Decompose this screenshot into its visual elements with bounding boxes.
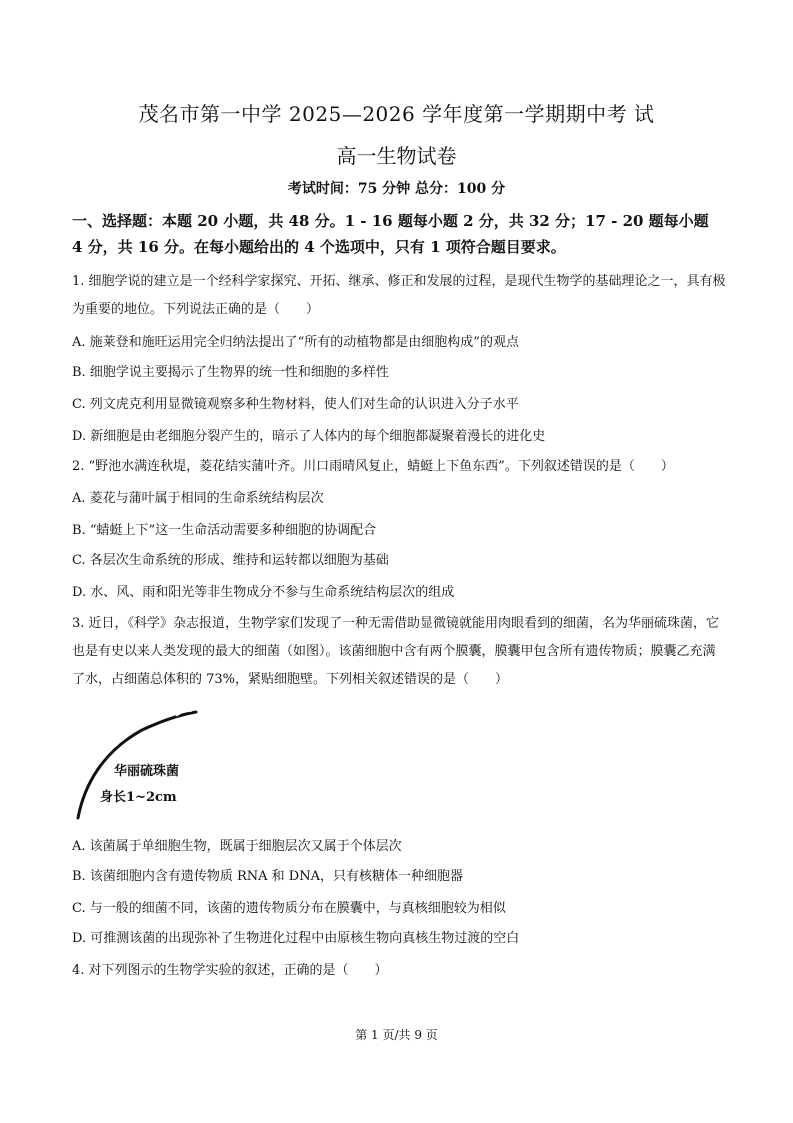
question-1-option-d: D. 新细胞是由老细胞分裂产生的，暗示了人体内的每个细胞都凝聚着漫长的进化史 — [72, 429, 546, 444]
bacterium-name-label: 华丽硫珠菌 — [114, 764, 180, 779]
question-3-option-a: A. 该菌属于单细胞生物，既属于细胞层次又属于个体层次 — [72, 839, 402, 854]
bacterium-size-label: 身长1~2cm — [100, 790, 177, 805]
question-3-option-b: B. 该菌细胞内含有遗传物质 RNA 和 DNA，只有核糖体一种细胞器 — [72, 869, 463, 884]
question-2-option-d: D. 水、风、雨和阳光等非生物成分不参与生命系统结构层次的组成 — [72, 585, 455, 600]
question-4-stem: 4. 对下列图示的生物学实验的叙述，正确的是（ ） — [72, 963, 388, 978]
question-1-option-a: A. 施莱登和施旺运用完全归纳法提出了“所有的动植物都是由细胞构成”的观点 — [72, 335, 519, 350]
question-2-option-a: A. 菱花与蒲叶属于相同的生命系统结构层次 — [72, 491, 324, 506]
question-1-option-b: B. 细胞学说主要揭示了生物界的统一性和细胞的多样性 — [72, 365, 389, 380]
exam-title: 茂名市第一中学 2025—2026 学年度第一学期期中考 试 — [138, 102, 655, 126]
section-heading: 一、选择题：本题 20 小题，共 48 分。1 - 16 题每小题 2 分，共 32 分；17 - 20 题每小题 4 分，共 16 分。在每小题给出的 4 个选项中，只有 1 项符合题目要求。 — [72, 212, 709, 256]
page-number: 第 1 页/共 9 页 — [355, 1028, 438, 1042]
question-2-option-c: C. 各层次生命系统的形成、维持和运转都以细胞为基础 — [72, 553, 389, 568]
question-3-stem: 3. 近日，《科学》杂志报道，生物学家们发现了一种无需借助显微镜就能用肉眼看到的细菌，名为华丽硫珠菌，它也是有史以来人类发现的最大的细菌（如图）。该菌细胞中含有两个膜囊，膜囊甲包含所有遗传物质；膜囊乙充满了水，占细菌总体积的 73%，紧贴细胞壁。下列相关叙述错误的是（ ） — [72, 616, 720, 687]
question-1-option-c: C. 列文虎克利用显微镜观察多种生物材料，使人们对生命的认识进入分子水平 — [72, 397, 519, 412]
exam-info: 考试时间：75 分钟 总分：100 分 — [287, 181, 506, 197]
question-2-stem: 2. “野池水满连秋堤，菱花结实蒲叶齐。川口雨晴风复止，蜻蜓上下鱼东西”。下列叙述错误的是（ ） — [72, 459, 674, 474]
question-1-stem: 1. 细胞学说的建立是一个经科学家探究、开拓、继承、修正和发展的过程，是现代生物学的基础理论之一，具有极为重要的地位。下列说法正确的是（ ） — [72, 274, 726, 317]
question-3-option-d: D. 可推测该菌的出现弥补了生物进化过程中由原核生物向真核生物过渡的空白 — [72, 931, 520, 946]
question-2-option-b: B. “蜻蜓上下”这一生命活动需要多种细胞的协调配合 — [72, 523, 377, 538]
exam-subtitle: 高一生物试卷 — [336, 144, 457, 168]
bacterium-figure — [72, 708, 232, 824]
question-3-option-c: C. 与一般的细菌不同，该菌的遗传物质分布在膜囊中，与真核细胞较为相似 — [72, 901, 506, 916]
